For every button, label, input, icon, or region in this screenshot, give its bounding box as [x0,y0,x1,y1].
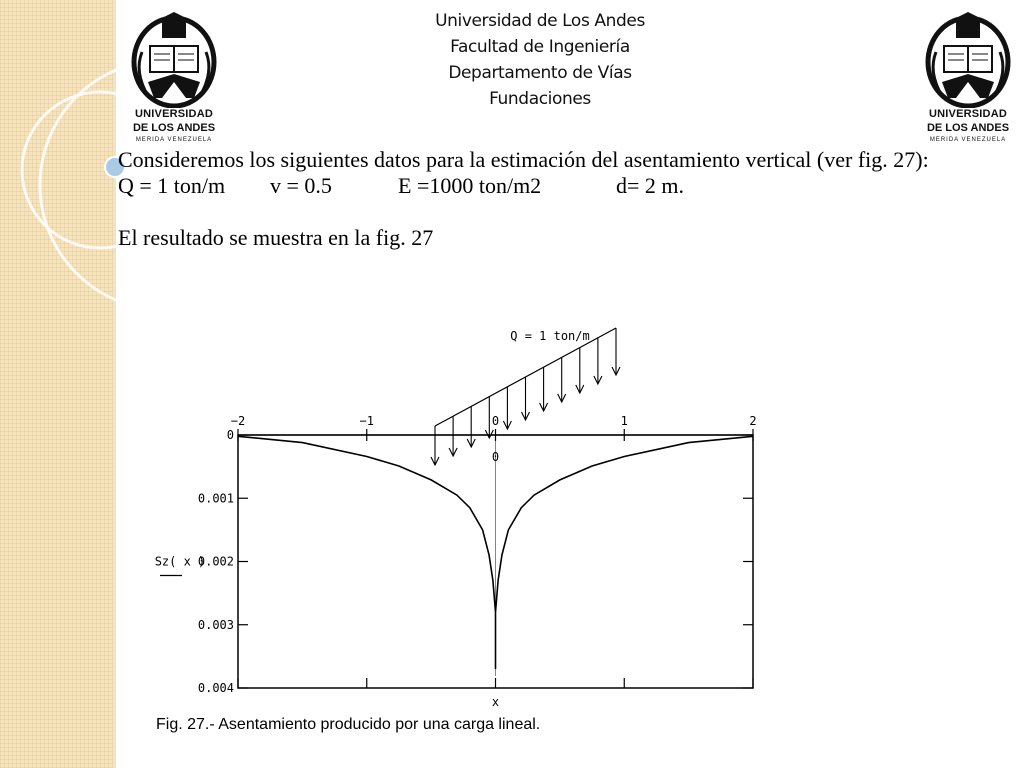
y-tick-label: 0.001 [197,491,234,506]
university-logo-right [922,12,1014,147]
header-faculty: Facultad de Ingeniería [450,37,630,57]
y-tick-label: 0.003 [197,617,234,632]
slide-header [390,8,690,112]
logo-line3: MERIDA VENEZUELA [929,137,1007,143]
load-label: Q = 1 ton/m [510,329,590,343]
logo-line1: UNIVERSIDAD [135,108,213,120]
x-zero-label: 0 [491,450,500,464]
param-v: v = 0.5 [270,173,332,198]
parameters-line [118,173,998,199]
university-logo-left [128,12,220,147]
logo-line3: MERIDA VENEZUELA [135,137,213,143]
y-axis-label: Sz( x ) [154,554,206,569]
param-e: E =1000 ton/m2 [398,173,542,198]
figure-caption: Fig. 27.- Asentamiento producido por una carga lineal. [156,716,541,733]
x-tick-label-top: 1 [620,414,628,428]
university-seal-icon [128,12,220,108]
plot-area [155,328,757,709]
param-q: Q = 1 ton/m [118,173,226,198]
y-tick-label: 0.004 [197,681,234,695]
x-tick-label-top: 2 [749,414,757,428]
param-d: d= 2 m. [616,173,685,198]
university-seal-icon [922,12,1014,108]
header-department: Departamento de Vías [448,63,632,83]
x-axis-label: x [491,695,500,709]
y-tick-label: 0.002 [197,554,234,569]
x-tick-label-top: −2 [230,414,246,428]
result-paragraph: El resultado se muestra en la fig. 27 [118,225,434,250]
intro-paragraph: Consideremos los siguientes datos para la estimación del asentamiento vertical (ver fig. 27): [118,147,929,172]
header-university: Universidad de Los Andes [435,11,645,31]
y-tick-label: 0 [226,428,234,442]
logo-line2: DE LOS ANDES [926,122,1010,134]
x-tick-label-top: −1 [359,414,374,428]
x-tick-label-top: 0 [491,414,500,428]
slide-body [118,147,998,251]
header-course: Fundaciones [489,89,591,109]
logo-line2: DE LOS ANDES [132,122,216,134]
settlement-chart [150,318,790,713]
logo-line1: UNIVERSIDAD [929,108,1007,120]
